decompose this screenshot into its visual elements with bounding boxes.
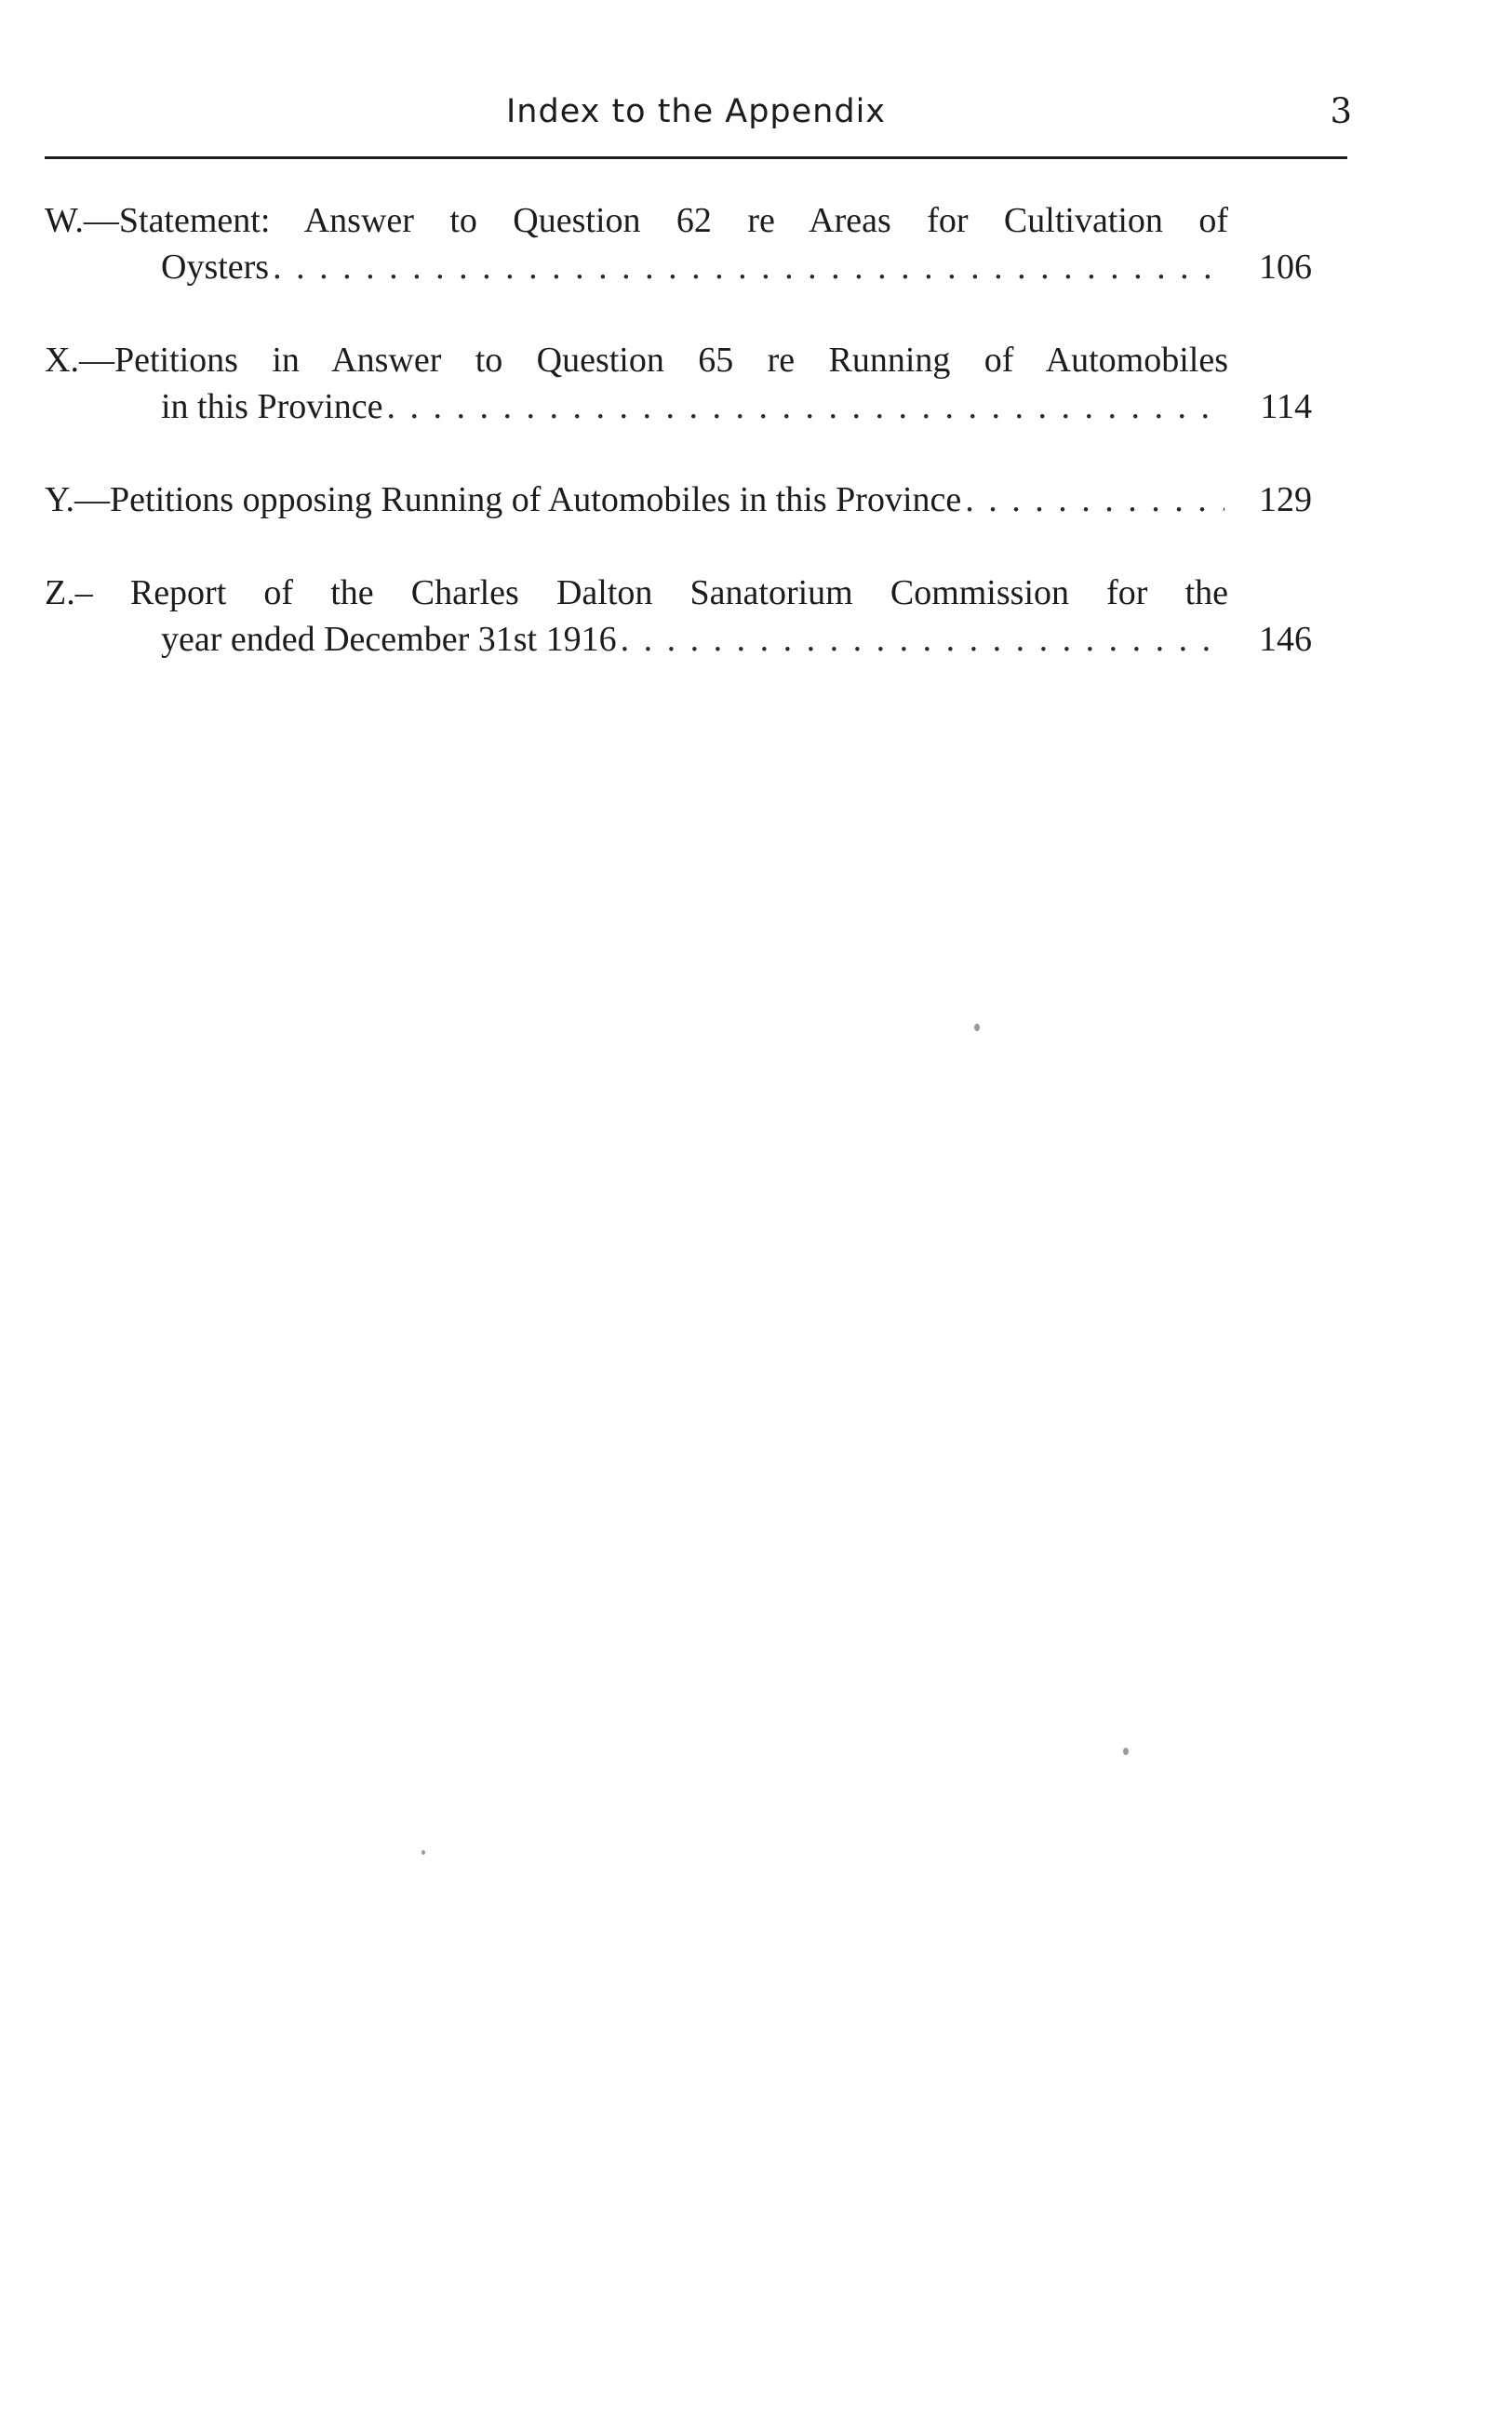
paper-speck (421, 1850, 425, 1855)
index-entry-y (45, 476, 1312, 523)
entry-text-line: Z.– Report of the Charles Dalton Sanatorium Commission for the (45, 573, 1228, 612)
entry-text-continuation: year ended December 31st 1916 (161, 620, 617, 659)
index-entry-w (45, 197, 1312, 290)
dot-leader (621, 616, 1224, 663)
entry-continuation-line (45, 383, 1312, 430)
index-entry-z (45, 570, 1312, 663)
entry-text-line: Y.—Petitions opposing Running of Automobiles in this Province (45, 480, 962, 519)
entry-text-line: X.—Petitions in Answer to Question 65 re Running of Automobiles (45, 341, 1228, 380)
entry-text-continuation: in this Province (161, 387, 383, 426)
index-entry-x (45, 337, 1312, 430)
entry-text-line: W.—Statement: Answer to Question 62 re Areas for Cultivation of (45, 201, 1228, 240)
dot-leader (387, 383, 1224, 430)
entry-page-number: 106 (1259, 248, 1312, 287)
entry-page-number: 129 (1259, 480, 1312, 519)
entry-page-number: 114 (1260, 387, 1312, 426)
index-entries (45, 197, 1312, 709)
dot-leader (965, 476, 1224, 523)
entry-continuation-line (45, 616, 1312, 663)
entry-single-line (45, 476, 1312, 523)
page-title: Index to the Appendix (505, 93, 887, 130)
header-rule (45, 156, 1347, 159)
paper-speck (974, 1024, 980, 1031)
paper-speck (1123, 1748, 1129, 1755)
entry-page-number: 146 (1259, 620, 1312, 659)
running-head (45, 84, 1352, 140)
entry-continuation-line (45, 244, 1312, 290)
page-number: 3 (1330, 91, 1352, 131)
dot-leader (273, 244, 1224, 290)
entry-text-continuation: Oysters (161, 248, 270, 287)
